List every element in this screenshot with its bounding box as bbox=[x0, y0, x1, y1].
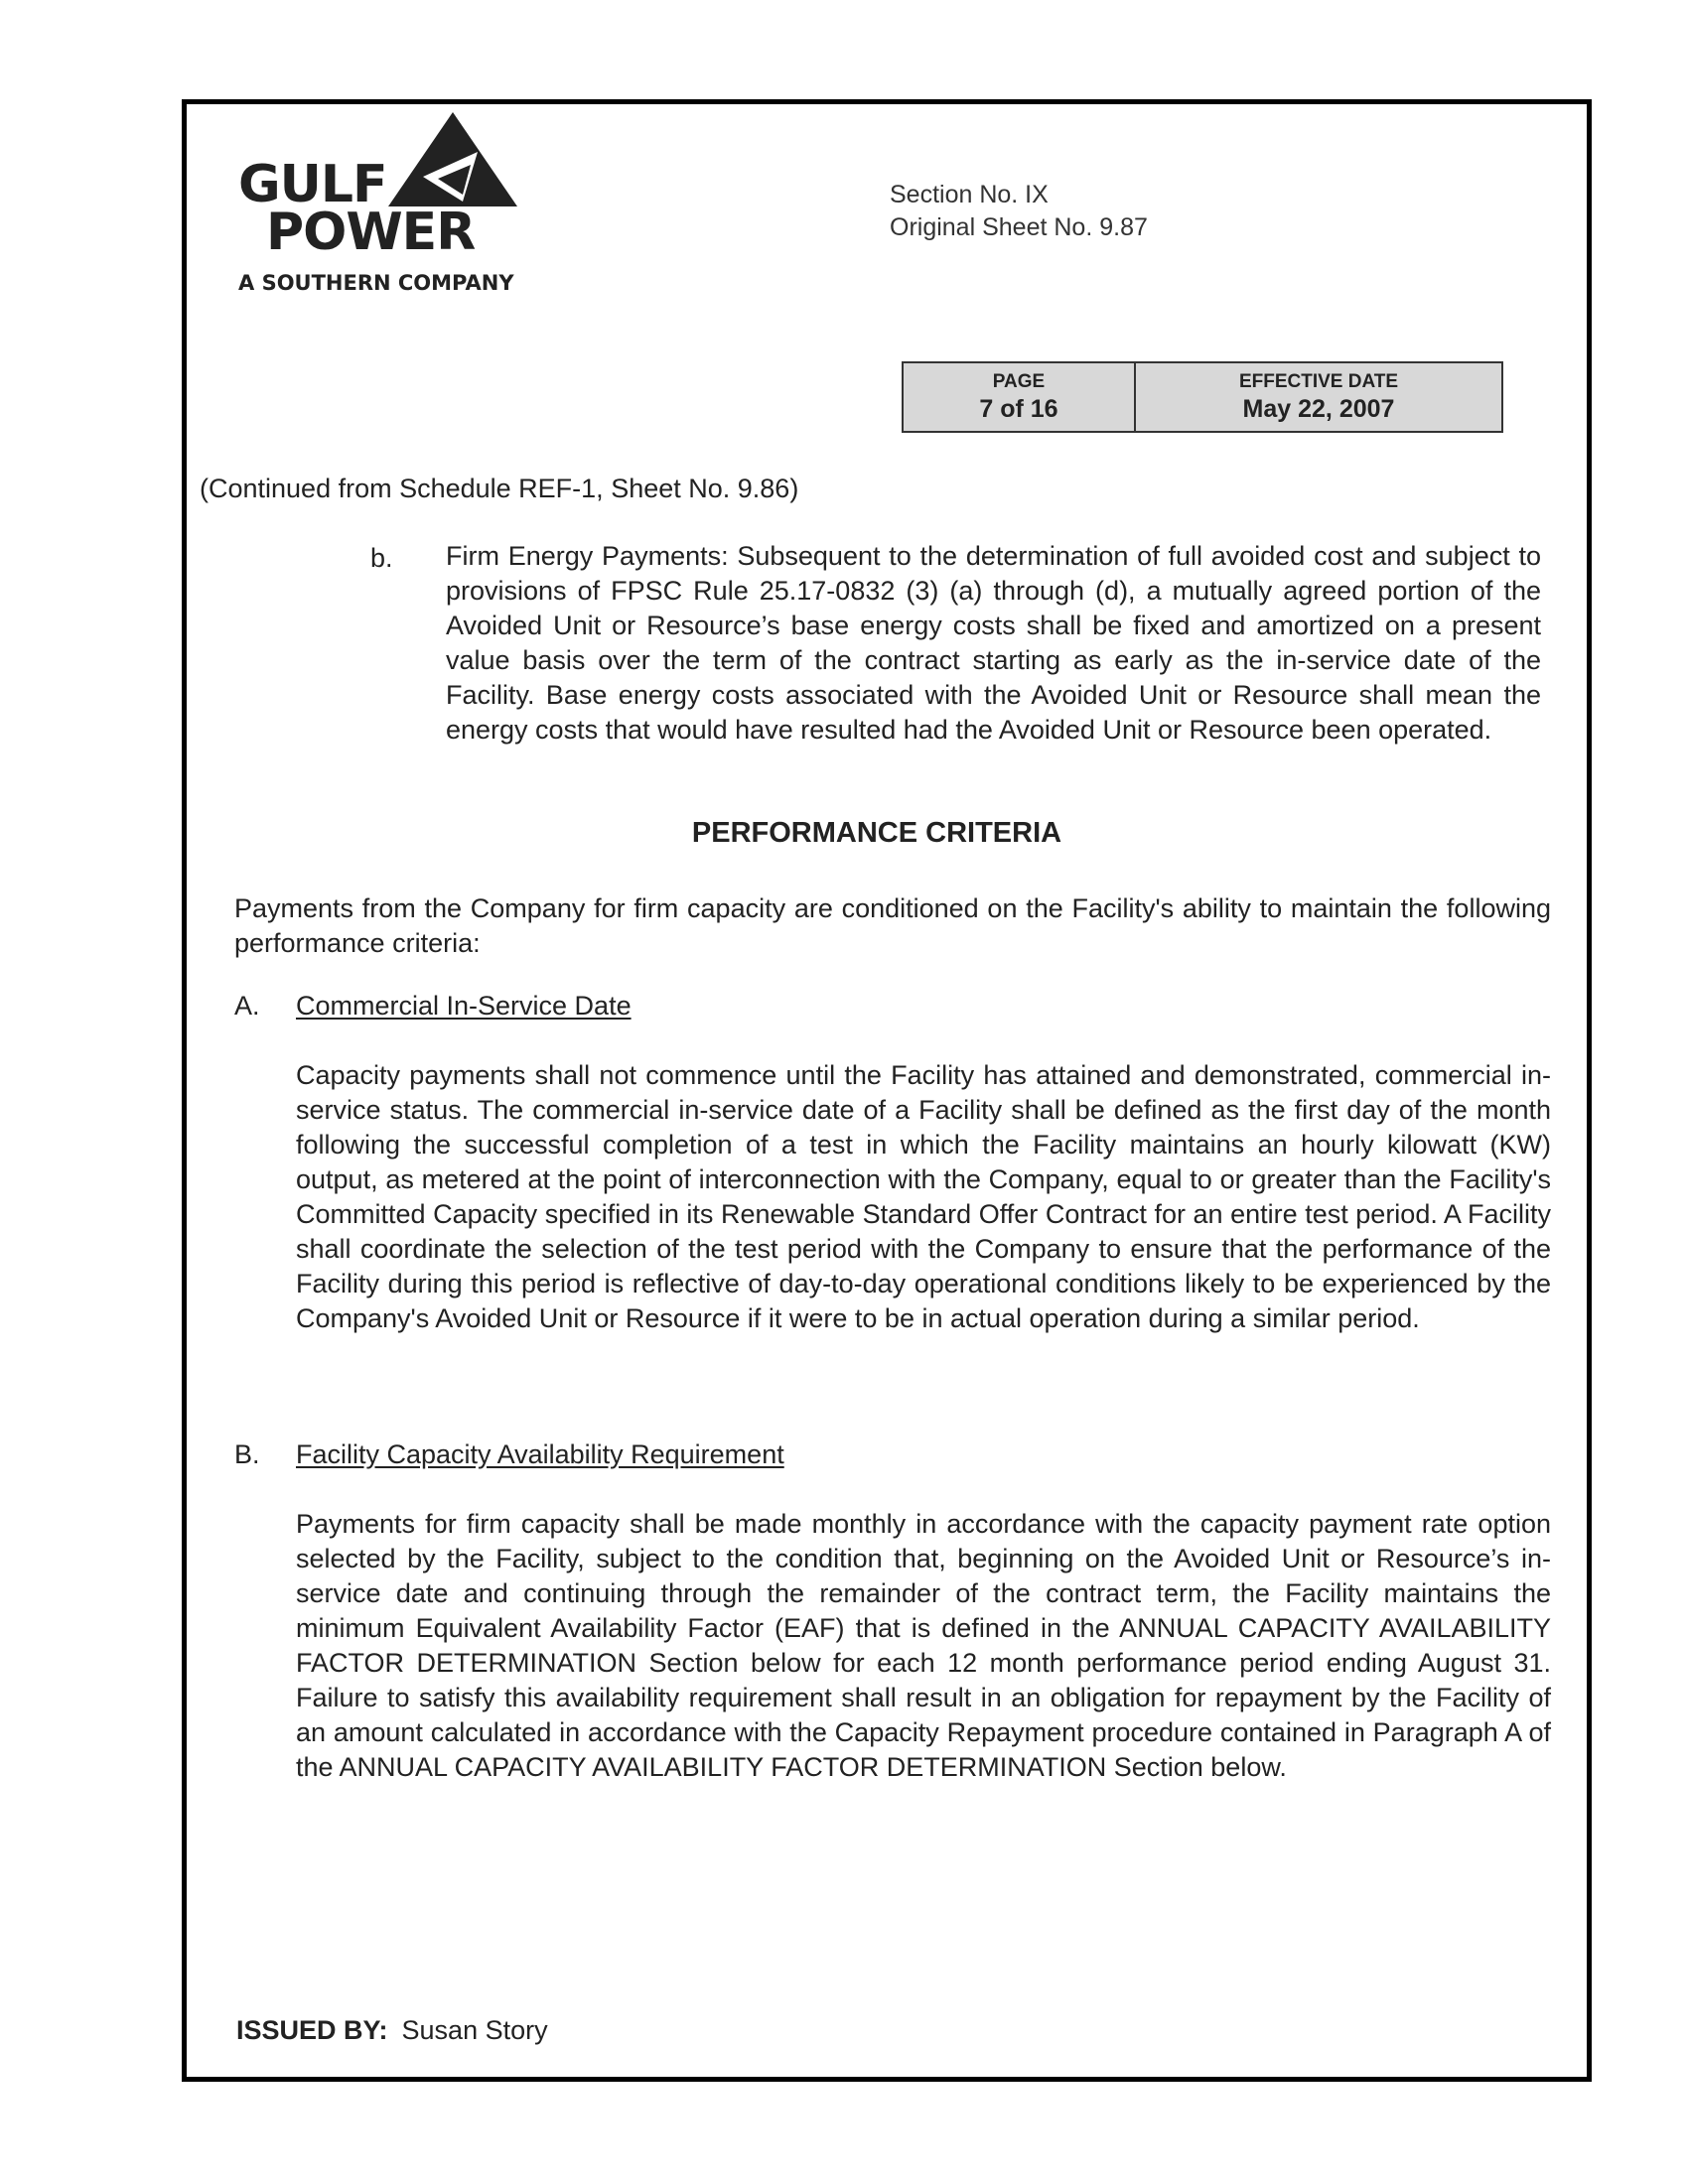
item-b-letter: b. bbox=[370, 543, 393, 573]
issued-by-label: ISSUED BY: bbox=[236, 2015, 388, 2045]
triangle-logo-icon bbox=[383, 107, 522, 216]
page-value: 7 of 16 bbox=[979, 395, 1058, 423]
effective-date-value: May 22, 2007 bbox=[1242, 395, 1395, 423]
logo-word-gulf: GULF bbox=[238, 155, 387, 214]
issued-by bbox=[236, 2015, 548, 2046]
page-cell bbox=[904, 363, 1136, 431]
effective-date-cell bbox=[1136, 363, 1501, 431]
section-b-body: Payments for firm capacity shall be made monthly in accordance with the capacity payment rate option selected by the Facility, subject to the condition that, beginning on the Avoided Unit or Resource’s in-service date and continuing through the remainder of the contract term, the Facility maintains the minimum Equivalent Availability Factor (EAF) that is defined in the ANNUAL CAPACITY AVAILABILITY FACTOR DETERMINATION Section below for each 12 month performance period ending August 31. Failure to satisfy this availability requirement shall result in an obligation for repayment by the Facility of an amount calculated in accordance with the Capacity Repayment procedure contained in Paragraph A of the ANNUAL CAPACITY AVAILABILITY FACTOR DETERMINATION Section below. bbox=[296, 1509, 1551, 1782]
logo-tagline: A SOUTHERN COMPANY bbox=[238, 271, 514, 295]
effective-date-label: EFFECTIVE DATE bbox=[1238, 371, 1399, 392]
heading-text: PERFORMANCE CRITERIA bbox=[691, 817, 1062, 849]
item-b-paragraph: Firm Energy Payments: Subsequent to the determination of full avoided cost and subject to provisions of FPSC Rule 25.17-0832 (3) (a) through (d), a mutually agreed portion of the Avoided Unit or Resource’s base energy costs shall be fixed and amortized on a present value basis over the term of the contract starting as early as the in-service date of the Facility. Base energy costs associated with the Avoided Unit or Resource shall mean the energy costs that would have resulted had the Avoided Unit or Resource been operated. bbox=[446, 541, 1541, 745]
section-info bbox=[890, 179, 1148, 244]
section-a-letter: A. bbox=[234, 991, 260, 1021]
issued-by-name: Susan Story bbox=[401, 2015, 548, 2045]
section-b-letter: B. bbox=[234, 1439, 260, 1469]
company-logo bbox=[234, 107, 552, 306]
section-heading bbox=[0, 817, 1688, 850]
section-a-body: Capacity payments shall not commence until the Facility has attained and demonstrated, commercial in-service status. The commercial in-service date of a Facility shall be defined as the first day of the month following the successful completion of a test in which the Facility maintains an hourly kilowatt (KW) output, as metered at the point of interconnection with the Company, equal to or greater than the Facility's Committed Capacity specified in its Renewable Standard Offer Contract for an entire test period. A Facility shall coordinate the selection of the test period with the Company to ensure that the performance of the Facility during this period is reflective of day-to-day operational conditions likely to be experienced by the Company's Avoided Unit or Resource if it were to be in actual operation during a similar period. bbox=[296, 1060, 1551, 1333]
continued-note: (Continued from Schedule REF-1, Sheet No. 9.86) bbox=[200, 474, 799, 503]
section-b-title: Facility Capacity Availability Requirement bbox=[296, 1439, 784, 1469]
section-number: Section No. IX bbox=[890, 181, 1049, 208]
page-label: PAGE bbox=[992, 371, 1046, 392]
page-date-box bbox=[902, 361, 1503, 433]
intro-paragraph: Payments from the Company for firm capacity are conditioned on the Facility's ability to maintain the following performance criteria: bbox=[234, 893, 1551, 958]
sheet-number: Original Sheet No. 9.87 bbox=[890, 213, 1148, 241]
section-a-title: Commercial In-Service Date bbox=[296, 991, 632, 1021]
logo-word-power: POWER bbox=[266, 203, 476, 262]
